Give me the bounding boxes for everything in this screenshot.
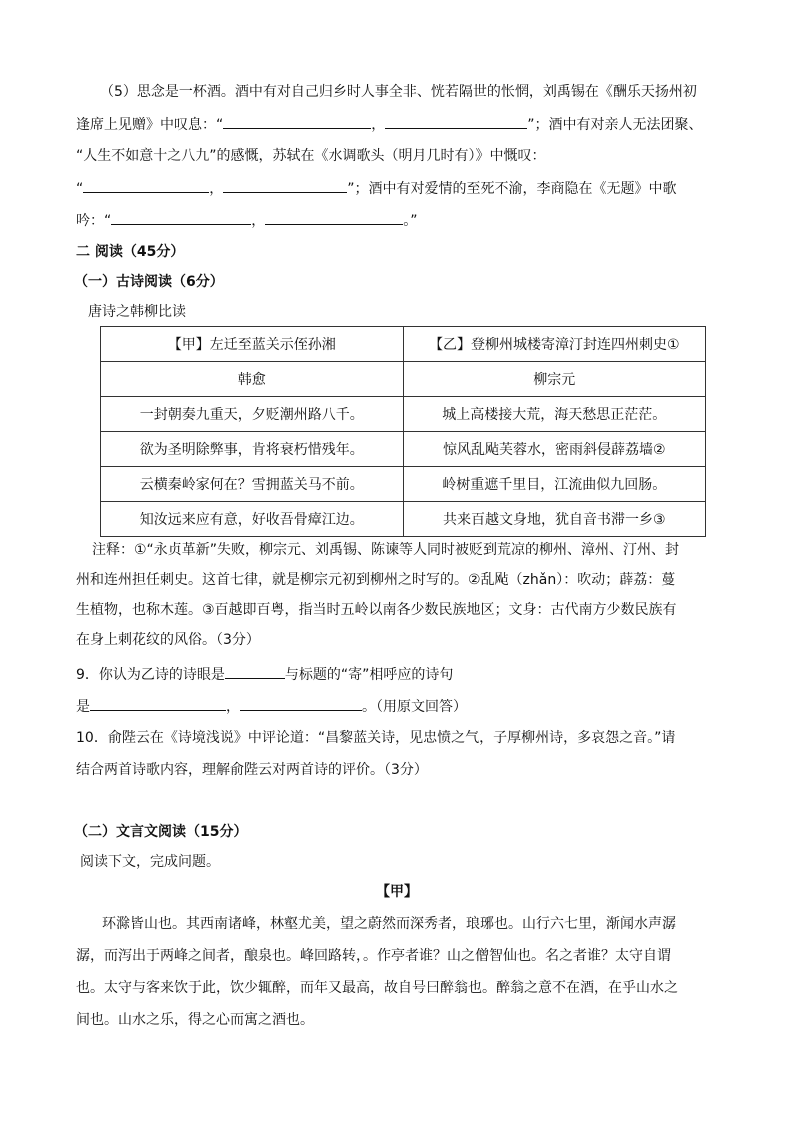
poem-line-yi: 岭树重遮千里目，江流曲似九回肠。 (403, 467, 706, 502)
q10-line1: 10．俞陛云在《诗境浅说》中评论道：“昌黎蓝关诗，见忠愤之气，子厚柳州诗，多哀怨之音。”请 (76, 730, 676, 746)
poem-line-jia: 一封朝奏九重天，夕贬潮州路八千。 (101, 397, 404, 432)
table-row (101, 467, 706, 502)
q5-line2-sep: ， (371, 117, 386, 133)
q5-line1: （5）思念是一杯酒。酒中有对自己归乡时人事全非、恍若隔世的怅惘，刘禹锡在《酬乐天扬州初 (100, 84, 697, 100)
part2-intro: 阅读下文，完成问题。 (80, 854, 220, 870)
q5-line2 (76, 114, 703, 135)
table-row (101, 502, 706, 537)
q9-line2 (76, 696, 467, 717)
answer-blank[interactable] (223, 114, 371, 129)
q5-line5-prefix: 吟：“ (76, 213, 112, 229)
poem-title-jia: 【甲】左迁至蓝关示侄孙湘 (101, 327, 404, 362)
table-row (101, 362, 706, 397)
section-title: 二 阅读（45分） (76, 244, 185, 260)
answer-blank[interactable] (240, 696, 362, 711)
q5-line5-suffix: 。” (403, 213, 418, 229)
q9-line2-prefix: 是 (76, 699, 90, 715)
passage-line: 潺，而泻出于两峰之间者，酿泉也。峰回路转，。作亭者谁？山之僧智仙也。名之者谁？太守自谓 (76, 948, 671, 964)
q5-line4-sep: ， (209, 181, 224, 197)
poem-comparison-table (100, 326, 706, 537)
q5-line5-sep: ， (251, 213, 266, 229)
notes-line: 州和连州担任刺史。这首七律，就是柳宗元初到柳州之时写的。②乱飐（zhǎn）：吹动；薜荔：蔓 (76, 572, 676, 588)
q5-line4-suffix: ”；酒中有对爱情的至死不渝，李商隐在《无题》中歌 (347, 181, 677, 197)
answer-blank[interactable] (83, 178, 209, 193)
q5-line3: “人生不如意十之八九”的感慨，苏轼在《水调歌头（明月几时有）》中慨叹： (76, 148, 546, 164)
passage-line: 间也。山水之乐，得之心而寓之酒也。 (76, 1012, 314, 1028)
notes-line: 生植物，也称木莲。③百越即百粤，指当时五岭以南各少数民族地区；文身：古代南方少数民族有 (76, 602, 677, 618)
notes-line: 注释：①“永贞革新”失败，柳宗元、刘禹锡、陈谏等人同时被贬到荒凉的柳州、漳州、汀州、封 (92, 542, 680, 558)
answer-blank[interactable] (225, 664, 285, 679)
passage-line: 也。太守与客来饮于此，饮少辄醉，而年又最高，故自号曰醉翁也。醉翁之意不在酒，在乎山水之 (76, 980, 678, 996)
poem-title-yi: 【乙】登柳州城楼寄漳汀封连四州刺史① (403, 327, 706, 362)
poem-line-jia: 欲为圣明除弊事，肯将衰朽惜残年。 (101, 432, 404, 467)
poem-line-yi: 城上高楼接大荒，海天愁思正茫茫。 (403, 397, 706, 432)
table-row (101, 327, 706, 362)
author-jia: 韩愈 (101, 362, 404, 397)
part2-title: （二）文言文阅读（15分） (74, 824, 248, 840)
notes-line: 在身上刺花纹的风俗。（3分） (76, 632, 260, 648)
q5-line2-suffix: ”；酒中有对亲人无法团聚、 (527, 117, 703, 133)
answer-blank[interactable] (111, 210, 251, 225)
q9-line1 (76, 664, 453, 685)
answer-blank[interactable] (265, 210, 403, 225)
poem-line-jia: 云横秦岭家何在？雪拥蓝关马不前。 (101, 467, 404, 502)
q9-line2-sep: ， (226, 699, 240, 715)
author-yi: 柳宗元 (403, 362, 706, 397)
part1-intro: 唐诗之韩柳比读 (88, 304, 186, 320)
q10-line2: 结合两首诗歌内容，理解俞陛云对两首诗的评价。（3分） (76, 762, 428, 778)
poem-line-jia: 知汝远来应有意，好收吾骨瘴江边。 (101, 502, 404, 537)
answer-blank[interactable] (90, 696, 226, 711)
passage-line: 环滁皆山也。其西南诸峰，林壑尤美，望之蔚然而深秀者，琅琊也。山行六七里，渐闻水声潺 (102, 916, 676, 932)
answer-blank[interactable] (385, 114, 527, 129)
passage-label-jia: 【甲】 (376, 884, 418, 900)
part1-title: （一）古诗阅读（6分） (74, 274, 224, 290)
q5-line4 (76, 178, 677, 199)
table-row (101, 432, 706, 467)
q5-line4-prefix: “ (76, 181, 84, 197)
q9-line1-prefix: 9．你认为乙诗的诗眼是 (76, 667, 225, 683)
answer-blank[interactable] (223, 178, 347, 193)
q9-line2-suffix: 。（用原文回答） (362, 699, 467, 715)
poem-line-yi: 惊风乱飐芙蓉水，密雨斜侵薜荔墙② (403, 432, 706, 467)
q5-line5 (76, 210, 418, 231)
q5-line2-prefix: 逢席上见赠》中叹息：“ (76, 117, 224, 133)
table-row (101, 397, 706, 432)
q9-line1-suffix: 与标题的“寄”相呼应的诗句 (284, 667, 454, 683)
poem-line-yi: 共来百越文身地，犹自音书滞一乡③ (403, 502, 706, 537)
